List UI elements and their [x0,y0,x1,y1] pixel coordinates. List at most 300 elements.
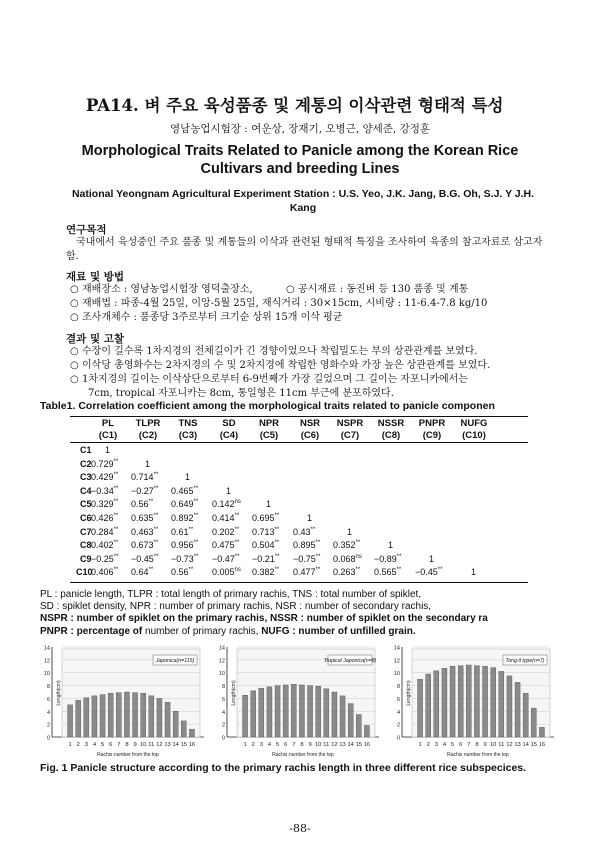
x-tick-label: 7 [467,742,471,748]
result-3-continued: 7cm, tropical 자포니카는 8cm, 통일형은 11cm 부근에 분포하였다. [88,388,394,399]
cell-value: 1 [307,513,313,523]
table-cell [252,554,279,564]
bullet-circle-icon: ○ [286,284,295,295]
significance-mark: ** [188,567,194,574]
y-tick-label: 2 [396,722,400,729]
bar [157,698,162,737]
table-cell [429,554,434,564]
column-abbrev: NSSR [377,418,405,429]
material-text: 공시재료 : 동진벼 등 130 품종 및 계통 [298,284,469,295]
figure-caption: Fig. 1 Panicle structure according to the primary rachis length in three different rice subspecices. [40,762,527,774]
y-tick-label: 6 [396,696,400,703]
significance-mark: ** [113,553,119,560]
cell-value: 0.56 [171,567,189,578]
cell-value: 0.402 [91,540,114,551]
cell-value: 0.465 [171,485,194,496]
result-2-text: 이삭당 총영화수는 2차지경의 수 및 2차지경에 착립한 영화수와 가장 높은 상관관계를 보였다. [82,360,491,371]
x-tick-label: 1 [243,742,247,748]
table-row-label: C4 [80,485,92,496]
cell-value: −0.21 [252,553,275,564]
cell-value: 0.729 [91,458,114,469]
table-row-label: C1 [80,445,92,455]
table-column-header [372,418,410,442]
cell-value: 0.61 [171,526,189,537]
table-cell [347,527,352,537]
cell-value: 0.504 [252,540,275,551]
table-cell [471,567,476,577]
significance-mark: ns [234,567,241,574]
table-cell [293,567,320,577]
x-tick-label: 15 [530,742,538,748]
table-row-label: C9 [80,553,92,564]
cell-value: 0.892 [171,513,194,523]
abbrev-line-2: SD : spiklet density, NPR : number of primary rachis, NSR : number of secondary rachis, [40,601,432,613]
table-row-label: C2 [80,458,92,469]
bar [299,685,304,737]
cell-value: −0.25 [91,553,114,564]
significance-mark: ** [315,553,321,560]
cell-value: −0.75 [293,553,316,564]
table-row-label: C10 [76,567,93,578]
significance-mark: ** [234,540,240,547]
significance-mark: ** [188,526,194,533]
column-abbrev: NSR [299,418,321,429]
table-cell [91,459,118,469]
significance-mark: ** [193,540,199,547]
y-tick-label: 12 [393,658,400,665]
cell-value: 0.475 [212,540,235,551]
bar [348,704,353,737]
cell-value: −0.89 [374,553,397,564]
significance-mark: ** [234,526,240,533]
bar [507,676,512,737]
cell-value: −0.27 [131,485,154,496]
cell-value: 1 [105,445,111,455]
bar [173,711,178,737]
table-cell [415,567,442,577]
cell-value: 0.005 [212,567,235,578]
column-code: (C5) [259,430,279,441]
chart-title: Japonica(n=115) [155,658,195,664]
bullet-circle-icon: ○ [70,374,79,385]
bar [531,708,536,737]
table-cell [131,554,158,564]
table-cell [226,486,231,496]
cell-value: 1 [226,485,232,496]
cell-value: 0.43 [293,526,311,537]
y-tick-label: 8 [221,684,225,691]
result-3-text: 1차지경의 길이는 이삭상단으로부터 6-9번째가 가장 길었으며 그 길이는 자포니카에서는 [82,374,468,385]
bar [124,692,129,737]
cell-value: 0.463 [131,526,154,537]
result-1-text: 수장이 길수록 1차지경의 전체길이가 긴 경향이었으나 착립밀도는 부의 상관관계를 보였다. [82,346,478,357]
y-tick-label: 8 [46,684,50,691]
bar [141,693,146,737]
x-tick-label: 8 [125,742,129,748]
bar [189,729,194,737]
x-tick-label: 9 [483,742,487,748]
x-tick-label: 10 [489,742,497,748]
y-tick-label: 8 [396,684,400,691]
cultivation-text: 재배법 : 파종-4월 25일, 이앙-5월 25일, 재식거리 : 30×15cm, 시비량 : 11-6.4-7.8 kg/10 [82,298,488,309]
cell-value: 0.263 [333,567,356,578]
x-tick-label: 11 [498,742,505,748]
table-cell [171,567,193,577]
significance-mark: ** [113,499,119,506]
cell-value: 0.477 [293,567,316,578]
cell-value: 0.673 [131,540,154,551]
bar [434,671,439,737]
site-text: 재배장소 : 영남농업시험장 영덕출장소, [82,284,253,295]
x-tick-label: 10 [314,742,322,748]
table-cell [91,567,118,577]
column-code: (C10) [462,430,486,441]
bar [308,686,313,737]
significance-mark: ** [153,472,159,479]
column-abbrev: NUFG [460,418,488,429]
bar [68,705,73,737]
cell-value: 0.713 [252,526,275,537]
table-cell [91,499,118,509]
bar [92,696,97,737]
bar [116,693,121,737]
column-code: (C7) [340,430,360,441]
x-tick-label: 12 [506,742,513,748]
x-tick-label: 13 [164,742,171,748]
table-cell [145,459,150,469]
results-bullet-2 [70,359,490,373]
bar [515,682,520,737]
table-cell [105,445,110,455]
x-tick-label: 6 [459,742,463,748]
table-column-header [169,418,207,442]
bar [332,692,337,737]
x-tick-label: 8 [300,742,304,748]
cell-value: −0.45 [415,567,438,578]
table-row-label: C6 [80,513,92,523]
bullet-circle-icon: ○ [70,312,79,323]
cell-value: 0.406 [91,567,114,578]
page-number: -88- [289,822,311,835]
bar [267,687,272,737]
cell-value: 1 [388,540,394,551]
table-row-label: C5 [80,499,92,510]
table-row-label: C7 [80,526,92,537]
y-tick-label: 2 [221,722,225,729]
table-cell [252,567,279,577]
table-cell [333,567,360,577]
x-tick-label: 3 [434,742,438,748]
table-cell [131,540,158,550]
x-tick-label: 4 [442,742,447,748]
bar [539,727,544,737]
y-axis-label: Length(cm) [406,680,412,706]
bar [356,715,361,738]
x-tick-label: 14 [347,742,354,748]
bullet-circle-icon: ○ [70,346,79,357]
table-column-header [331,418,369,442]
table-caption: Table1. Correlation coefficient among the morphological traits related to panicle componen [40,400,495,412]
materials-bullet-1 [70,283,253,297]
paper-title-en: Morphological Traits Related to Panicle among the Korean Rice Cultivars and breeding Lines [81,143,519,177]
x-tick-label: 4 [92,742,97,748]
sample-text: 조사개체수 : 품종당 3주로부터 크기순 상위 15개 이삭 평균 [82,312,343,323]
column-abbrev: PNPR [418,418,446,429]
table-header-rule [70,442,528,443]
significance-mark: ** [113,567,119,574]
cell-value: 1 [471,567,477,578]
chart-japonica-svg [40,641,210,771]
significance-mark: ns [234,499,241,506]
x-tick-label: 2 [76,742,80,748]
y-axis-label: Length(cm) [56,680,62,706]
x-tick-label: 12 [156,742,163,748]
bar [523,693,528,737]
bar [259,688,264,737]
bar [491,668,496,737]
materials-bullet-1b [286,283,468,297]
bar [181,721,186,737]
x-tick-label: 1 [418,742,422,748]
table-column-header [413,418,451,442]
bar [108,693,113,737]
cell-value: 0.142 [212,499,235,510]
table-column-header [129,418,167,442]
significance-mark: ** [274,567,280,574]
significance-mark: ** [234,553,240,560]
cell-value: −0.47 [212,553,235,564]
materials-bullet-2 [70,297,487,311]
x-tick-label: 3 [84,742,88,748]
abbrev-line-3: NSPR : number of spiklet on the primary rachis, NSSR : number of spiklet on the secondary ra [40,613,488,625]
x-axis-label: Rachis number from the top [272,752,334,758]
y-tick-label: 4 [396,709,400,716]
results-bullet-1 [70,345,478,359]
cell-value: 0.565 [374,567,397,578]
cell-value: 0.56 [131,499,149,510]
table-cell [252,527,279,537]
abbrev-nufg: NUFG : number of unfilled grain. [261,625,416,637]
y-tick-label: 14 [43,645,50,652]
bar [450,666,455,737]
y-tick-label: 10 [43,671,50,678]
table-column-header [291,418,329,442]
x-tick-label: 11 [148,742,155,748]
bar [243,695,248,737]
x-tick-label: 11 [323,742,330,748]
x-tick-label: 14 [522,742,529,748]
table-cell [91,472,118,482]
table-cell [388,540,393,550]
materials-heading: 재료 및 방법 [66,271,125,283]
x-tick-label: 7 [117,742,121,748]
table-cell [131,486,158,496]
significance-mark: ** [113,472,119,479]
abbreviation-legend [40,589,560,638]
bullet-circle-icon: ○ [70,298,79,309]
cell-value: 0.414 [212,513,235,523]
table-cell [293,527,315,537]
x-tick-label: 2 [251,742,255,748]
x-tick-label: 14 [172,742,179,748]
cell-value: −0.34 [91,485,114,496]
bar [340,696,345,737]
y-tick-label: 2 [46,722,50,729]
significance-mark: ns [355,553,362,560]
purpose-heading: 연구목적 [66,224,107,236]
bar [133,693,138,737]
results-heading: 결과 및 고찰 [66,333,125,345]
cell-value: 0.635 [131,513,154,523]
x-tick-label: 2 [426,742,430,748]
affiliation-en: National Yeongnam Agricultural Experiment Station : U.S. Yeo, J.K. Jang, B.G. Oh, S.J. Y J.H. Kang [71,188,535,214]
table-cell [171,527,193,537]
table-cell [212,513,239,523]
table-cell [131,472,158,482]
chart-tongil-svg [390,641,560,771]
x-tick-label: 13 [339,742,346,748]
x-tick-label: 16 [363,742,371,748]
bar [165,702,170,737]
chart-title: Tong-il type(n=7) [505,658,545,664]
table-cell [252,540,279,550]
table-cell [131,513,158,523]
significance-mark: ** [148,567,154,574]
chart-tongil [390,641,560,771]
cell-value: 0.329 [91,499,114,510]
table-cell [171,499,198,509]
cell-value: 0.64 [131,567,149,578]
table-cell [293,540,320,550]
bar [458,666,463,737]
column-abbrev: NPR [258,418,280,429]
y-tick-label: 14 [393,645,400,652]
x-tick-label: 16 [538,742,546,748]
table-column-header [250,418,288,442]
significance-mark: ** [153,485,159,492]
column-abbrev: TNS [178,418,198,429]
x-tick-label: 15 [180,742,188,748]
table-cell [171,554,198,564]
table-cell [212,527,239,537]
bar [283,685,288,737]
table-column-header [89,418,127,442]
significance-mark: ** [113,526,119,533]
materials-bullet-3 [70,311,342,325]
table-cell [185,472,190,482]
table-column-header [210,418,248,442]
cell-value: 0.382 [252,567,275,578]
significance-mark: ** [193,513,199,519]
y-tick-label: 10 [218,671,225,678]
x-tick-label: 5 [100,742,105,748]
x-axis-label: Rachis number from the top [447,752,509,758]
cell-value: 0.352 [333,540,356,551]
y-tick-label: 14 [218,645,225,652]
x-tick-label: 5 [275,742,280,748]
bar [149,696,154,737]
cell-value: 1 [266,499,272,510]
bar [418,679,423,737]
significance-mark: ** [113,513,119,519]
chart-japonica [40,641,210,771]
y-tick-label: 12 [218,658,225,665]
cell-value: 1 [429,553,435,564]
table-top-rule [70,416,528,417]
y-tick-label: 10 [393,671,400,678]
results-bullet-3 [70,373,468,387]
significance-mark: ** [396,567,402,574]
abbrev-pnpr: PNPR : percentage of [40,625,143,637]
cell-value: 1 [347,526,353,537]
chart-title: Tropical Japonica(n=8) [323,658,377,664]
table-cell [171,486,198,496]
cell-value: 0.284 [91,526,114,537]
significance-mark: ** [153,540,159,547]
significance-mark: ** [396,553,402,560]
bar [251,691,256,737]
table-cell [91,540,118,550]
y-tick-label: 6 [46,696,50,703]
x-tick-label: 7 [292,742,296,748]
significance-mark: ** [315,540,321,547]
y-tick-label: 12 [43,658,50,665]
table-cell [212,554,239,564]
bar [84,698,89,737]
x-tick-label: 8 [475,742,479,748]
table-column-header [455,418,493,442]
table-bottom-rule [70,582,528,583]
y-tick-label: 0 [221,735,225,742]
purpose-body: 국내에서 육성중인 주요 품종 및 계통들의 이삭과 관련된 형태적 특징을 조사하여 육종의 참고자료로 삼고자 함. [66,237,543,262]
table-cell [171,540,198,550]
table-cell [333,554,362,564]
cell-value: 0.426 [91,513,114,523]
significance-mark: ** [274,553,280,560]
bullet-circle-icon: ○ [70,360,79,371]
y-tick-label: 4 [46,709,50,716]
cell-value: 0.956 [171,540,194,551]
x-tick-label: 3 [259,742,263,748]
significance-mark: ** [193,485,199,492]
column-code: (C1) [98,430,118,441]
table-cell [374,554,401,564]
abbrev-line-1: PL : panicle length, TLPR : total length of primary rachis, TNS : total number of spiklet, [40,589,422,600]
table-cell [266,499,271,509]
significance-mark: ** [437,567,443,574]
cell-value: 0.695 [252,513,275,523]
x-tick-label: 5 [450,742,455,748]
x-tick-label: 9 [308,742,312,748]
y-axis-label: Length(cm) [231,680,237,706]
paper-title-ko: PA14. 벼 주요 육성품종 및 계통의 이삭관련 형태적 특성 [86,96,504,115]
bullet-circle-icon: ○ [70,284,79,295]
x-tick-label: 4 [267,742,272,748]
cell-value: 0.429 [91,472,114,483]
significance-mark: ** [193,499,199,506]
x-tick-label: 10 [139,742,147,748]
chart-tropical-japonica [215,641,385,771]
significance-mark: ** [274,513,280,519]
table-cell [212,567,241,577]
cell-value: 0.714 [131,472,154,483]
abbrev-line-4 [40,626,560,638]
table-cell [374,567,401,577]
cell-value: 0.202 [212,526,235,537]
table-cell [91,486,118,496]
table-cell [171,513,198,523]
significance-mark: ** [310,526,316,533]
